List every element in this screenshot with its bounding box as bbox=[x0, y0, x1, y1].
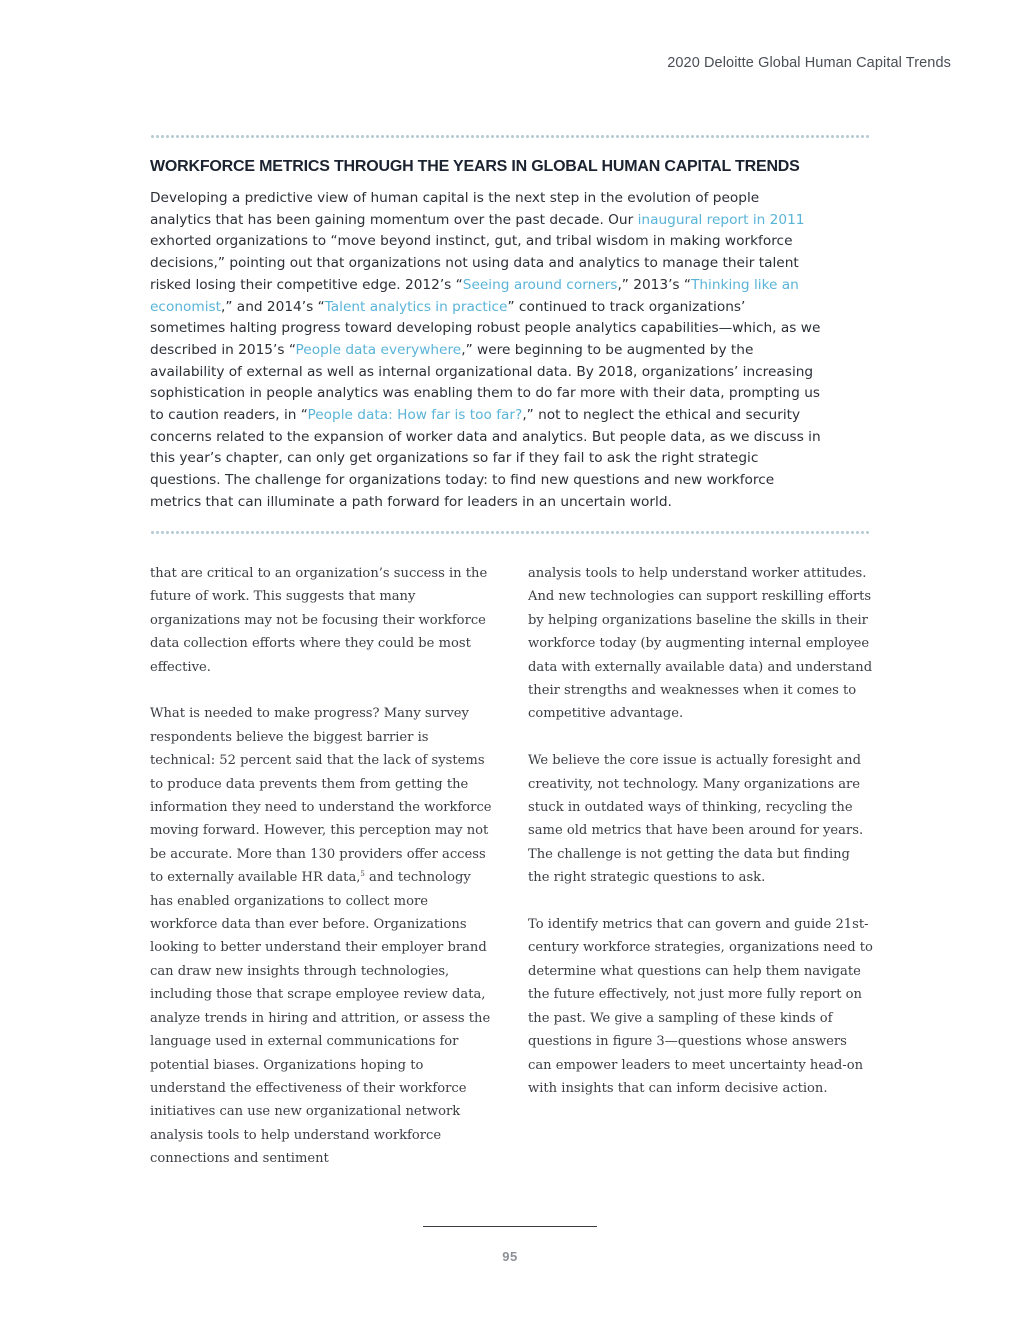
body-text: What is needed to make progress? Many survey respondents believe the biggest barrier is technical: 52 percent said that the lack of systems to produce data prevents them from getting the information they need to understand the workforce moving forward. However, this perception may not be accurate. More than 130 providers offer access to externally available HR data, bbox=[150, 706, 492, 886]
footnote-reference[interactable]: 5 bbox=[360, 870, 365, 879]
link-talent-analytics-in-practice[interactable]: Talent analytics in practice bbox=[324, 298, 508, 315]
sidebar-text: exhorted organizations to “move beyond instinct, gut, and tribal wisdom in making workforce decisions,” pointing out that organizations not using data and analytics to manage their talent risked losing their competitive edge. 2012’s “ bbox=[150, 233, 799, 293]
body-paragraph: analysis tools to help understand worker attitudes. And new technologies can support reskilling efforts by helping organizations baseline the skills in their workforce today (by augmenting internal employee data with externally available data) and understand their strengths and weaknesses when it comes to competitive advantage. bbox=[528, 566, 873, 722]
body-paragraph bbox=[150, 702, 495, 1170]
body-column-right bbox=[528, 562, 873, 1124]
sidebar-text: ,” and 2014’s “ bbox=[221, 298, 325, 315]
link-inaugural-report-2011[interactable]: inaugural report in 2011 bbox=[637, 211, 805, 228]
sidebar-body bbox=[150, 188, 822, 514]
link-people-data-everywhere[interactable]: People data everywhere bbox=[295, 341, 462, 358]
link-seeing-around-corners[interactable]: Seeing around corners bbox=[462, 276, 618, 293]
body-paragraph: To identify metrics that can govern and guide 21st-century workforce strategies, organizations need to determine what questions can help them navigate the future effectively, not just more fully report on the past. We give a sampling of these kinds of questions in figure 3—questions whose answers can empower leaders to meet uncertainty head-on with insights that can inform decisive action. bbox=[528, 917, 873, 1096]
sidebar-text: ,” were beginning to be augmented by the availability of external as well as internal organizational data. By 2018, organizations’ increasing sophistication in people analytics was enabling them to do far more with their data, prompting us to caution readers, in “ bbox=[150, 341, 821, 424]
sidebar-text: ,” 2013’s “ bbox=[617, 276, 691, 293]
sidebar-top-divider bbox=[150, 134, 870, 139]
sidebar-text: ,” not to neglect the ethical and security concerns related to the expansion of worker data and analytics. But people data, as we discuss in this year’s chapter, can only get organizations so far if they fail to ask the right strategic questions. The challenge for organizations today: to find new questions and new workforce metrics that can illuminate a path forward for leaders in an uncertain world. bbox=[150, 407, 821, 510]
link-people-data-how-far-is-too-far[interactable]: People data: How far is too far? bbox=[307, 407, 523, 424]
body-paragraph: We believe the core issue is actually foresight and creativity, not technology. Many organizations are stuck in outdated ways of thinking, recycling the same old metrics that have been around for years. The challenge is not getting the data but finding the right strategic questions to ask. bbox=[528, 753, 864, 886]
link-thinking-like-an-economist[interactable]: Thinking like an economist bbox=[150, 276, 799, 315]
sidebar-title: WORKFORCE METRICS THROUGH THE YEARS IN GLOBAL HUMAN CAPITAL TRENDS bbox=[150, 158, 800, 175]
body-text: and technology has enabled organizations to collect more workforce data than ever before. Organizations looking to better understand their employer brand can draw new insights through technologies, including those that scrape employee review data, analyze trends in hiring and attrition, or assess the language used in external communications for potential biases. Organizations hoping to understand the effectiveness of their workforce initiatives can use new organizational network analysis tools to help understand workforce connections and sentiment bbox=[150, 870, 491, 1167]
sidebar-text: ” continued to track organizations’ sometimes halting progress toward developing robust people analytics capabilities—which, as we described in 2015’s “ bbox=[150, 298, 821, 358]
footer-divider bbox=[423, 1226, 597, 1227]
sidebar-text: Developing a predictive view of human capital is the next step in the evolution of people analytics that has been gaining momentum over the past decade. Our bbox=[150, 190, 760, 228]
body-paragraph: that are critical to an organization’s success in the future of work. This suggests that many organizations may not be focusing their workforce data collection efforts where they could be most effective. bbox=[150, 566, 488, 675]
page-number: 95 bbox=[502, 1249, 518, 1264]
body-column-left bbox=[150, 562, 495, 1194]
running-header: 2020 Deloitte Global Human Capital Trends bbox=[667, 55, 951, 71]
sidebar-bottom-divider bbox=[150, 530, 870, 535]
